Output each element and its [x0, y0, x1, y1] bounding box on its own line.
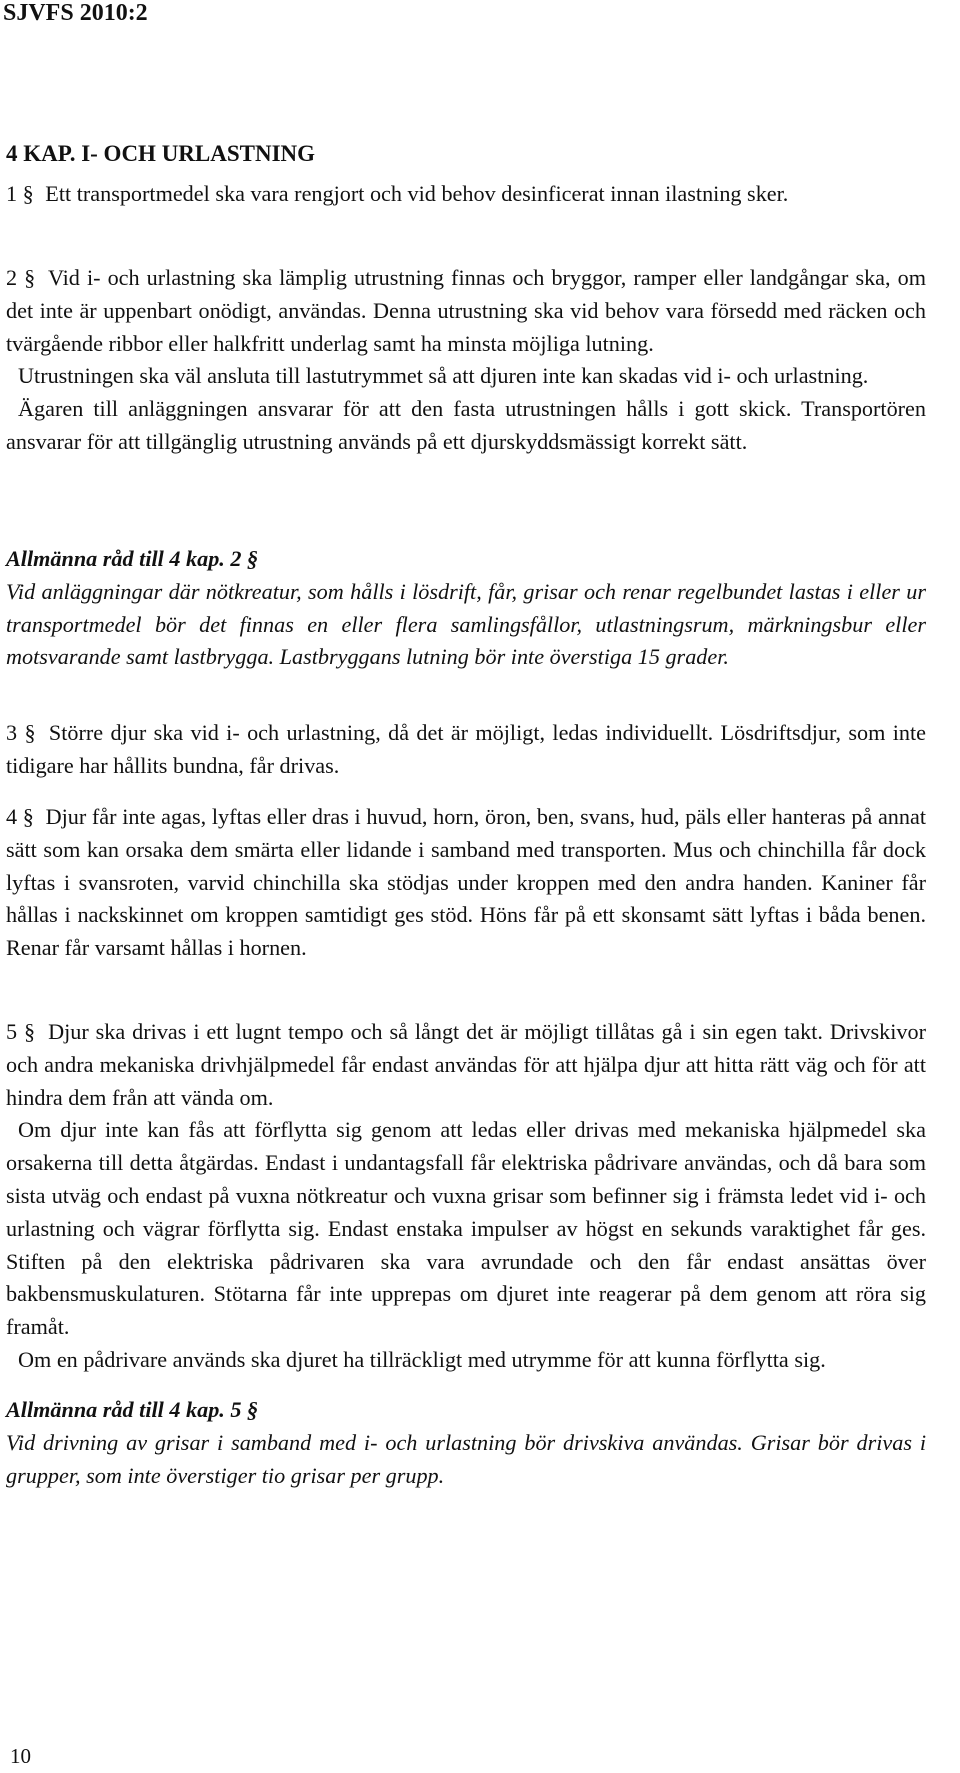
section-sign: § [24, 720, 36, 745]
section-paragraph: Om djur inte kan fås att förflytta sig genom att ledas eller drivas med mekaniska hjälpmedel ska orsakerna till detta åtgärdas. Endast i undantagsfall får elektriska pådrivare användas, och då bara som sista utväg och endast på vuxna nötkreatur och vuxna grisar som befinner sig i främsta ledet vid i- och urlastning och vägrar förflytta sig. Endast enstaka impulser av högst en sekunds varaktighet får ges. Stiften på den elektriska pådrivaren ska vara avrundade och den får endast ansättas över bakbensmuskulaturen. Stötarna får inte upprepas om djuret inte reagerar på dem genom att röra sig framåt. [6, 1117, 926, 1340]
document-id: SJVFS 2010:2 [3, 0, 148, 26]
advice-heading: Allmänna råd till 4 kap. 2 [6, 546, 242, 571]
section-number: 1 [6, 181, 18, 206]
general-advice-2 [6, 543, 926, 674]
chapter-title: 4 KAP. I- OCH URLASTNING [6, 141, 316, 166]
section-1 [6, 178, 926, 211]
page-number: 10 [10, 1744, 31, 1768]
section-paragraph: Vid i- och urlastning ska lämplig utrustning finnas och bryggor, ramper eller landgångar ska, om det inte är uppenbart onödigt, användas. Denna utrustning ska vid behov vara försedd med räcken och tvärgående ribbor eller halkfritt underlag samt ha minsta möjliga lutning. [6, 265, 926, 356]
advice-heading: Allmänna råd till 4 kap. 5 [6, 1397, 242, 1422]
section-number: 3 [6, 720, 18, 745]
section-text: Ett transportmedel ska vara rengjort och vid behov desinficerat innan ilastning sker. [45, 181, 789, 206]
section-number: 2 [6, 265, 18, 290]
section-sign: § [247, 1397, 259, 1422]
section-paragraph: Djur ska drivas i ett lugnt tempo och så långt det är möjligt tillåtas gå i sin egen takt. Drivskivor och andra mekaniska drivhjälpmedel får endast användas för att hjälpa djur att hitta rätt väg och för att hindra dem från att vända om. [6, 1019, 926, 1110]
section-3 [6, 717, 926, 783]
section-sign: § [22, 181, 34, 206]
advice-text: Vid drivning av grisar i samband med i- och urlastning bör drivskiva användas. Grisar bör drivas i grupper, som inte överstiger tio grisar per grupp. [6, 1429, 926, 1488]
advice-text: Vid anläggningar där nötkreatur, som hålls i lösdrift, får, grisar och renar regelbundet lastas i eller ur transportmedel bör det finnas en eller flera samlingsfållor, utlastningsrum, märkningsbur eller motsvarande samt lastbrygga. Lastbryggans lutning bör inte överstiga 15 grader. [6, 578, 926, 670]
section-text: Större djur ska vid i- och urlastning, då det är möjligt, ledas individuellt. Lösdriftsdjur, som inte tidigare har hållits bundna, får drivas. [6, 720, 927, 778]
section-2 [6, 262, 926, 459]
section-text: Djur får inte agas, lyftas eller dras i huvud, horn, öron, ben, svans, hud, päls eller hanteras på annat sätt som kan orsaka dem smärta eller lidande i samband med transporten. Mus och chinchilla får dock lyftas i svansroten, varvid chinchilla ska stödjas under kroppen med den andra handen. Kaniner får hållas i nackskinnet om kroppen samtidigt ges stöd. Höns får på ett skonsamt sätt lyftas i båda benen. Renar får varsamt hållas i hornen. [6, 804, 926, 961]
section-number: 5 [6, 1019, 18, 1044]
general-advice-5 [6, 1394, 926, 1492]
section-4 [6, 801, 926, 965]
section-sign: § [22, 804, 34, 829]
section-number: 4 [6, 804, 18, 829]
section-paragraph: Om en pådrivare används ska djuret ha tillräckligt med utrymme för att kunna förflytta sig. [18, 1346, 826, 1372]
section-sign: § [247, 546, 259, 571]
section-sign: § [24, 1019, 36, 1044]
section-sign: § [24, 265, 36, 290]
section-paragraph: Utrustningen ska väl ansluta till lastutrymmet så att djuren inte kan skadas vid i- och urlastning. [18, 363, 869, 389]
section-5 [6, 1016, 926, 1377]
section-paragraph: Ägaren till anläggningen ansvarar för att den fasta utrustningen hålls i gott skick. Transportören ansvarar för att tillgänglig utrustning används på ett djurskyddsmässigt korrekt sätt. [6, 396, 926, 454]
